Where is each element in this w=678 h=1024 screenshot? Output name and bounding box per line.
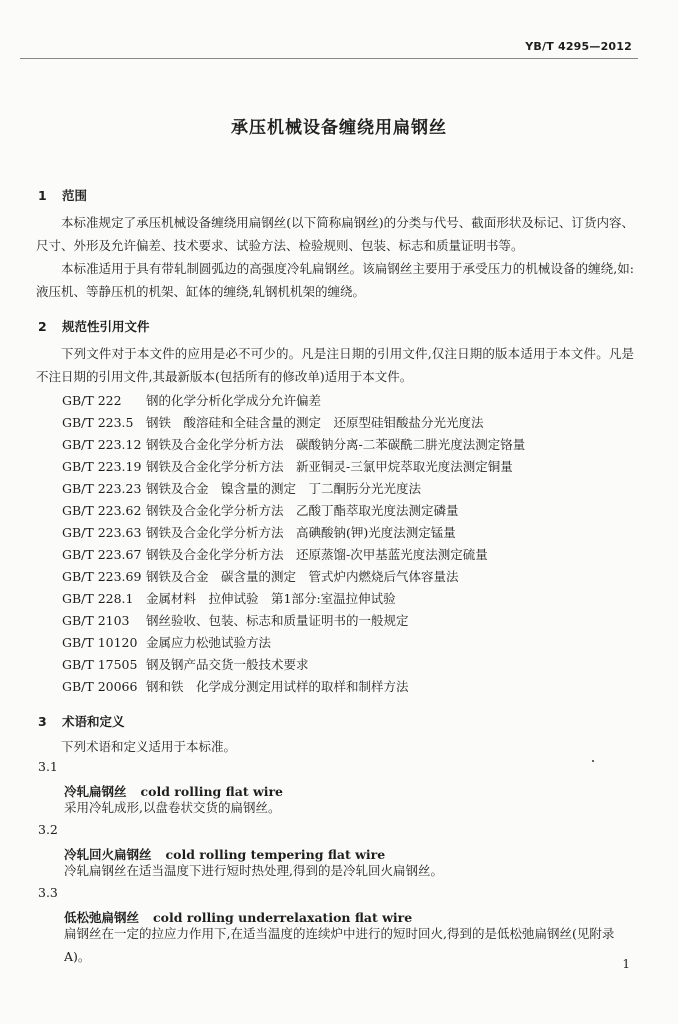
ref-code: GB/T 223.23: [62, 481, 142, 496]
ref-code: GB/T 223.63: [62, 525, 142, 540]
ref-row: [62, 413, 484, 431]
section-3-title: 术语和定义: [62, 714, 125, 729]
term-name-zh: 冷轧扁钢丝: [64, 784, 127, 799]
ref-code: GB/T 223.12: [62, 437, 142, 452]
ref-code: GB/T 20066: [62, 679, 138, 694]
ref-row: [62, 457, 513, 475]
ref-title: 金属应力松弛试验方法: [146, 635, 272, 650]
ref-code: GB/T 2103: [62, 613, 130, 628]
ref-code: GB/T 223.67: [62, 547, 142, 562]
term-number: 3.3: [38, 885, 58, 900]
ref-title: 钢铁 酸溶硅和全硅含量的测定 还原型硅钼酸盐分光光度法: [146, 415, 484, 430]
document-title: 承压机械设备缠绕用扁钢丝: [231, 118, 447, 138]
ref-code: GB/T 10120: [62, 635, 138, 650]
ref-title: 钢的化学分析化学成分允许偏差: [146, 393, 322, 408]
term-name-zh: 低松弛扁钢丝: [64, 910, 140, 925]
section-2-heading: [38, 317, 150, 335]
ref-row: [62, 391, 321, 409]
section-1-title: 范围: [62, 188, 88, 203]
ref-row: [62, 435, 525, 453]
term-name-en: cold rolling underrelaxation flat wire: [153, 910, 413, 925]
term-number: 3.2: [38, 822, 58, 837]
ref-row: [62, 545, 488, 563]
section-3-intro: 下列术语和定义适用于本标准。: [61, 739, 237, 754]
ref-title: 金属材料 拉伸试验 第1部分:室温拉伸试验: [146, 591, 396, 606]
ref-code: GB/T 223.5: [62, 415, 134, 430]
ref-title: 钢铁及合金 碳含量的测定 管式炉内燃烧后气体容量法: [146, 569, 459, 584]
ref-title: 钢铁及合金化学分析方法 乙酸丁酯萃取光度法测定磷量: [146, 503, 459, 518]
term-name-zh: 冷轧回火扁钢丝: [64, 847, 152, 862]
section-3-heading: [38, 712, 125, 730]
term-definition: 采用冷轧成形,以盘卷状交货的扁钢丝。: [64, 800, 281, 815]
section-2-intro: 下列文件对于本文件的应用是必不可少的。凡是注日期的引用文件,仅注日期的版本适用于本文件。凡是不注日期的引用文件,其最新版本(包括所有的修改单)适用于本文件。: [36, 346, 634, 384]
section-2-number: 2: [38, 319, 47, 334]
section-1-heading: [38, 186, 87, 204]
term-number: 3.1: [38, 759, 58, 774]
ref-title: 钢铁及合金 镍含量的测定 丁二酮肟分光光度法: [146, 481, 422, 496]
ref-title: 钢及钢产品交货一般技术要求: [146, 657, 309, 672]
ref-row: [62, 523, 456, 541]
ref-code: GB/T 222: [62, 393, 122, 408]
ref-row: [62, 677, 409, 695]
ref-code: GB/T 228.1: [62, 591, 134, 606]
term-definition: 冷轧扁钢丝在适当温度下进行短时热处理,得到的是冷轧回火扁钢丝。: [64, 863, 443, 878]
ref-row: [62, 611, 409, 629]
section-1-number: 1: [38, 188, 47, 203]
term-definition: 扁钢丝在一定的拉应力作用下,在适当温度的连续炉中进行的短时回火,得到的是低松弛扁钢丝(见附录A)。: [64, 926, 615, 964]
ref-title: 钢铁及合金化学分析方法 新亚铜灵-三氯甲烷萃取光度法测定铜量: [146, 459, 513, 474]
standard-code: YB/T 4295—2012: [525, 40, 632, 53]
scan-speck: [592, 760, 594, 762]
ref-row: [62, 589, 396, 607]
ref-title: 钢和铁 化学成分测定用试样的取样和制样方法: [146, 679, 409, 694]
section-1-paragraph-2: 本标准适用于具有带轧制圆弧边的高强度冷轧扁钢丝。该扁钢丝主要用于承受压力的机械设备的缠绕,如:液压机、等静压机的机架、缸体的缠绕,轧钢机机架的缠绕。: [36, 261, 634, 299]
ref-row: [62, 567, 459, 585]
section-3-number: 3: [38, 714, 47, 729]
section-2-title: 规范性引用文件: [62, 319, 150, 334]
ref-row: [62, 501, 459, 519]
term-name-en: cold rolling flat wire: [140, 784, 284, 799]
ref-row: [62, 655, 309, 673]
ref-code: GB/T 223.69: [62, 569, 142, 584]
page-number: 1: [622, 957, 630, 971]
ref-title: 钢丝验收、包装、标志和质量证明书的一般规定: [146, 613, 409, 628]
ref-code: GB/T 223.19: [62, 459, 142, 474]
ref-title: 钢铁及合金化学分析方法 高碘酸钠(钾)光度法测定锰量: [146, 525, 456, 540]
ref-title: 钢铁及合金化学分析方法 还原蒸馏-次甲基蓝光度法测定硫量: [146, 547, 488, 562]
ref-title: 钢铁及合金化学分析方法 碳酸钠分离-二苯碳酰二肼光度法测定铬量: [146, 437, 526, 452]
header-rule: [20, 58, 638, 59]
section-1-paragraph-1: 本标准规定了承压机械设备缠绕用扁钢丝(以下简称扁钢丝)的分类与代号、截面形状及标记、订货内容、尺寸、外形及允许偏差、技术要求、试验方法、检验规则、包装、标志和质量证明书等。: [36, 215, 634, 253]
ref-row: [62, 479, 421, 497]
ref-code: GB/T 17505: [62, 657, 138, 672]
ref-code: GB/T 223.62: [62, 503, 142, 518]
ref-row: [62, 633, 271, 651]
term-name-en: cold rolling tempering flat wire: [165, 847, 386, 862]
